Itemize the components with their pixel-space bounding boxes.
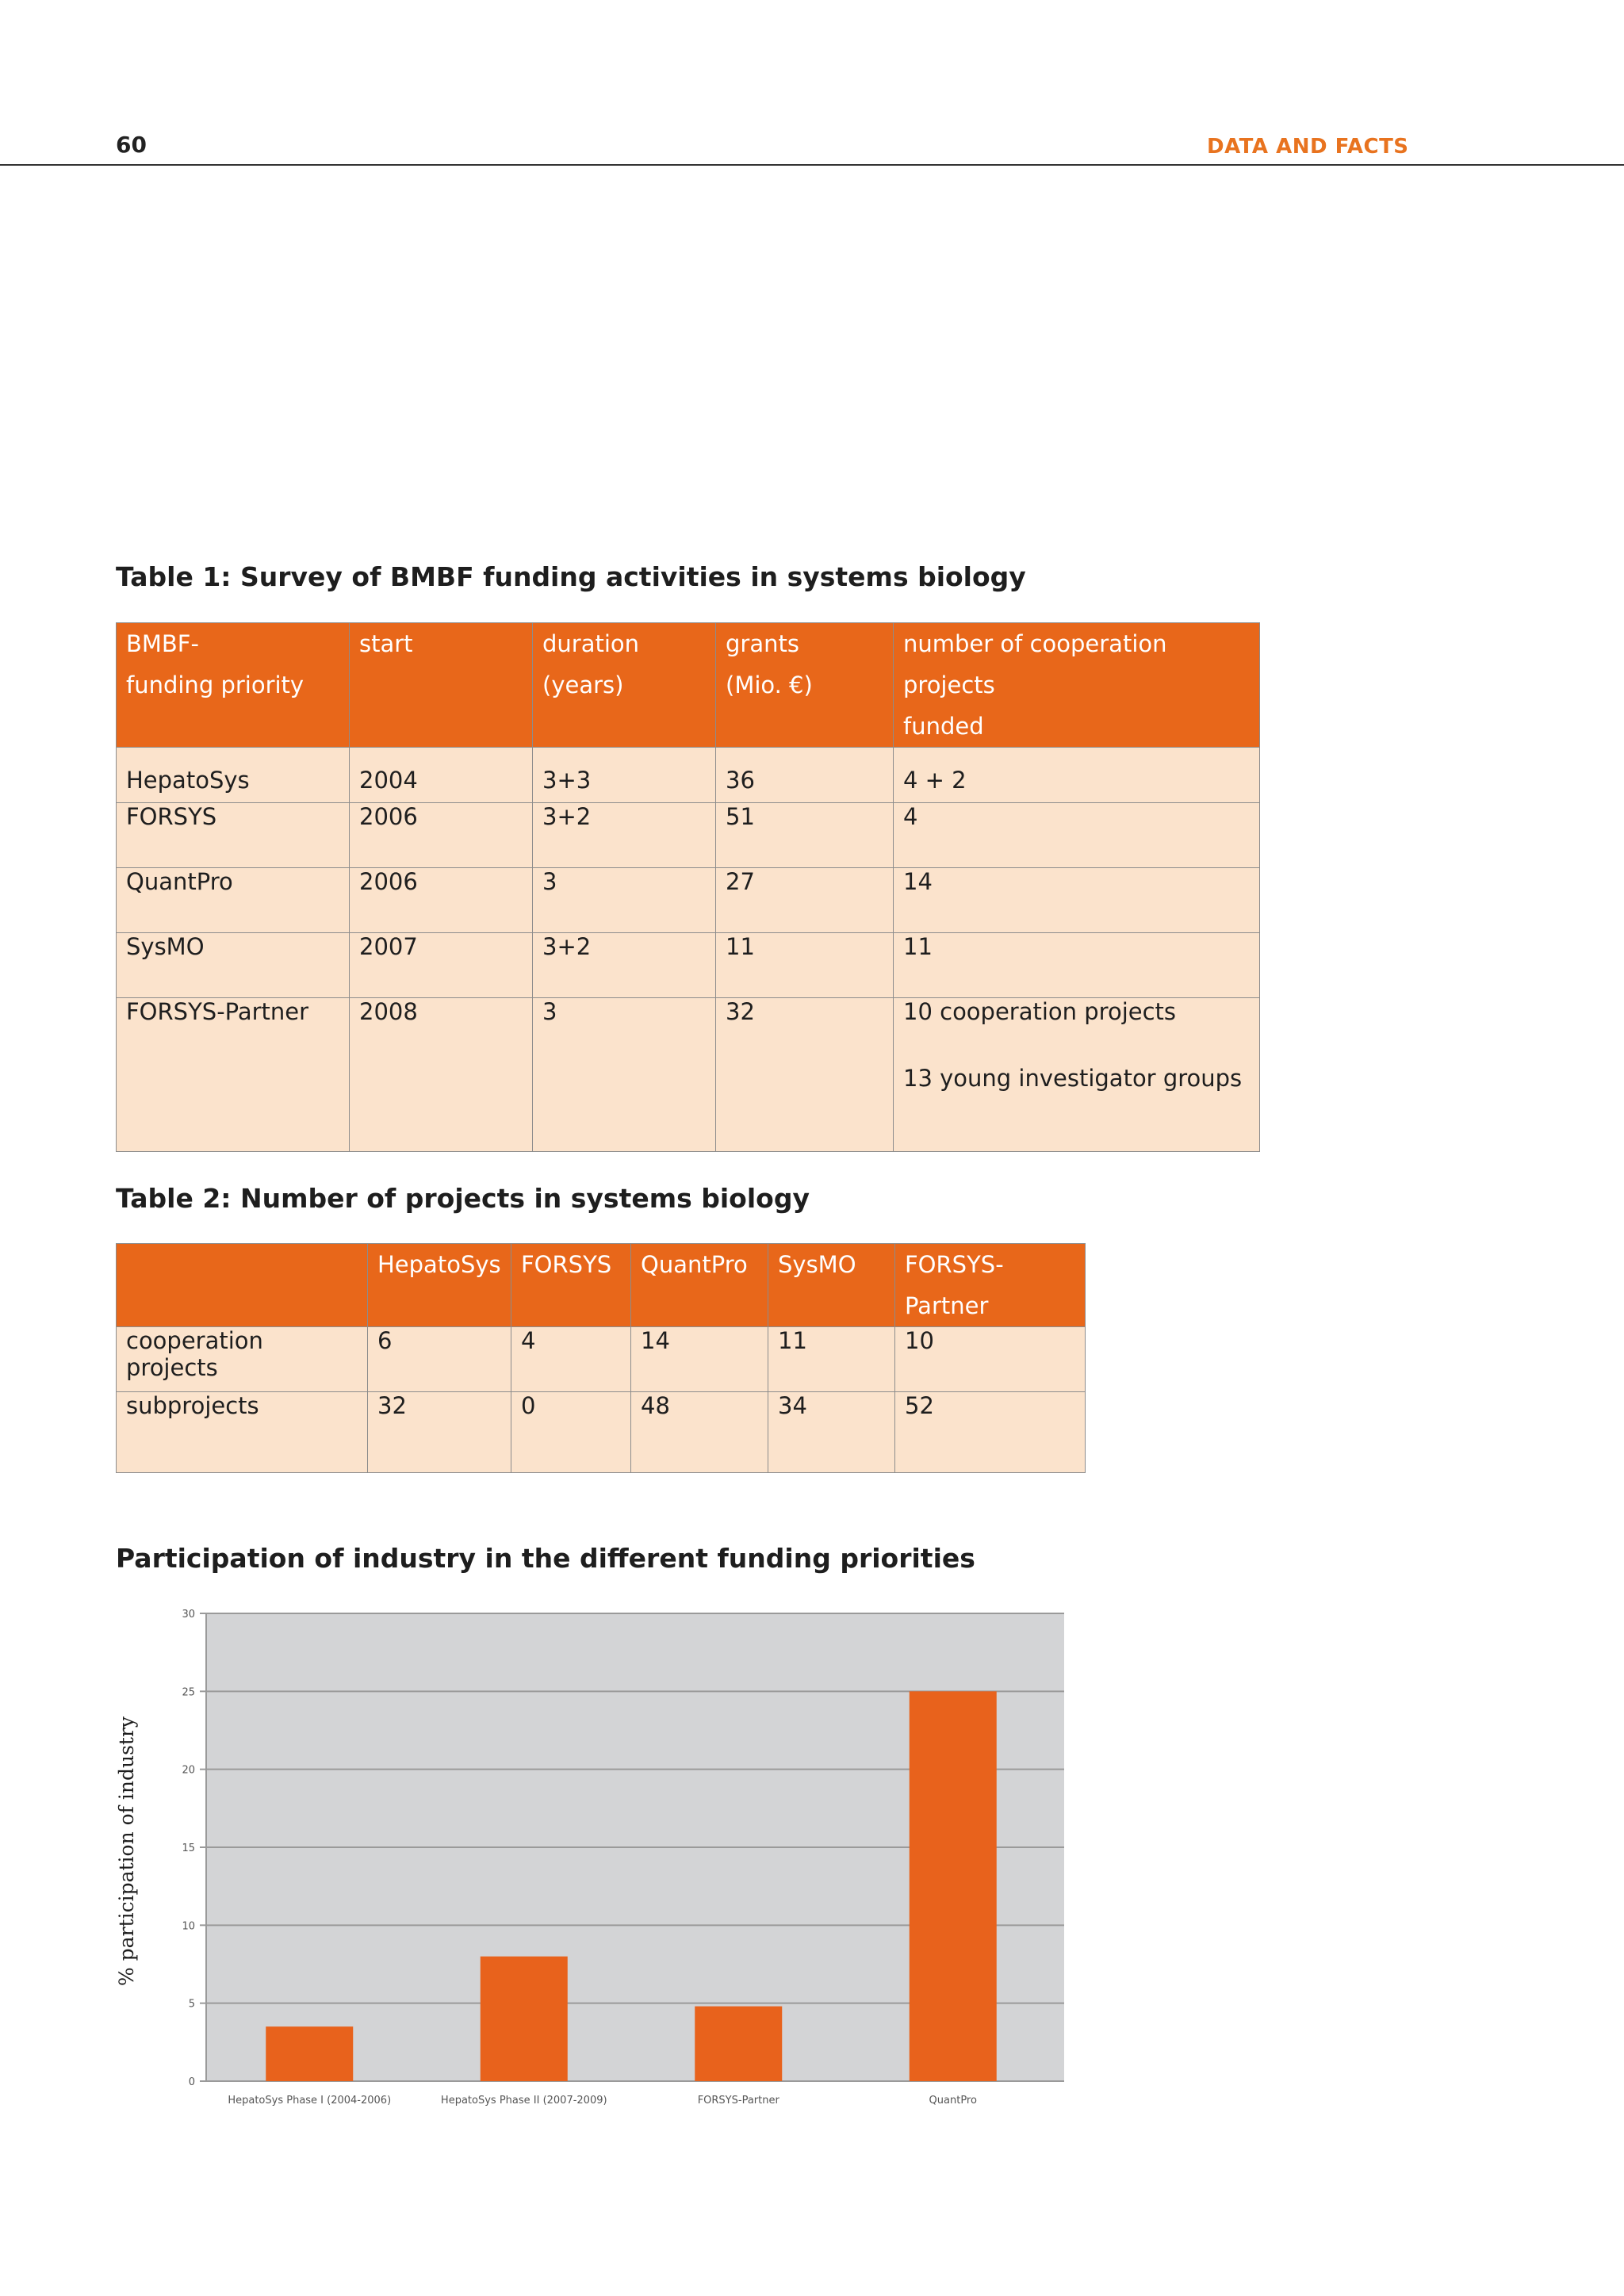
table2-header-cell: SysMO: [768, 1244, 895, 1327]
cell-line: 13 young investigator groups: [903, 1065, 1243, 1092]
x-tick-label: FORSYS-Partner: [697, 2095, 779, 2107]
y-tick-label: 30: [182, 1609, 195, 1621]
y-axis-label: % participation of industry: [115, 1716, 138, 1987]
table-cell: 2006: [350, 868, 533, 933]
bar: [266, 2026, 353, 2081]
y-tick-label: 15: [182, 1843, 195, 1854]
x-tick-label: HepatoSys Phase II (2007-2009): [440, 2095, 607, 2107]
bar: [695, 2007, 782, 2081]
table-cell: 34: [768, 1392, 895, 1473]
table-cell: 2006: [350, 803, 533, 868]
table2-header-cell: FORSYS-Partner: [895, 1244, 1086, 1327]
table1-header-cell: grants (Mio. €): [716, 623, 894, 748]
table1-caption: Table 1: Survey of BMBF funding activities in systems biology: [116, 561, 1026, 592]
header-rule: [0, 164, 1624, 166]
table-cell: [894, 998, 1260, 1152]
table-cell: 11: [716, 933, 894, 998]
table1-header-cell: number of cooperation projects funded: [894, 623, 1260, 748]
table-cell: 2004: [350, 748, 533, 803]
y-tick-label: 5: [188, 1998, 195, 2011]
table-cell: FORSYS-Partner: [117, 998, 350, 1152]
table2: [116, 1243, 1086, 1473]
chart-caption: Participation of industry in the different funding priorities: [116, 1543, 975, 1574]
y-tick-label: 0: [188, 2076, 195, 2088]
x-tick-label: HepatoSys Phase I (2004-2006): [228, 2095, 392, 2107]
table-cell: FORSYS: [117, 803, 350, 868]
table-cell: 3+2: [533, 803, 716, 868]
table-row: [117, 868, 1260, 933]
table-cell: 3: [533, 998, 716, 1152]
table-cell: subprojects: [117, 1392, 368, 1473]
table-cell: 14: [894, 868, 1260, 933]
table-cell: 4 + 2: [894, 748, 1260, 803]
table-row: [117, 1392, 1086, 1473]
table2-header-cell: [117, 1244, 368, 1327]
table-cell: 3: [533, 868, 716, 933]
bar: [910, 1691, 997, 2081]
table-cell: 4: [894, 803, 1260, 868]
bar: [481, 1957, 568, 2081]
table-row: [117, 803, 1260, 868]
table-cell: 2008: [350, 998, 533, 1152]
table-row: [117, 933, 1260, 998]
section-label: DATA AND FACTS: [1207, 135, 1409, 159]
table-cell: 10: [895, 1327, 1086, 1392]
table-row: [117, 748, 1260, 803]
table-cell: 32: [368, 1392, 511, 1473]
table2-header-row: [117, 1244, 1086, 1327]
table-cell: 11: [768, 1327, 895, 1392]
y-tick-label: 20: [182, 1764, 195, 1777]
page-number: 60: [116, 132, 147, 158]
table-cell: 6: [368, 1327, 511, 1392]
x-tick-label: QuantPro: [929, 2095, 977, 2107]
table-cell: 0: [511, 1392, 631, 1473]
table-row: [117, 998, 1260, 1152]
table-cell: QuantPro: [117, 868, 350, 933]
table1: [116, 622, 1260, 1152]
table-cell: 3+3: [533, 748, 716, 803]
table1-header-row: [117, 623, 1260, 748]
table1-header-cell: BMBF- funding priority: [117, 623, 350, 748]
table1-header-cell: start: [350, 623, 533, 748]
table-cell: 11: [894, 933, 1260, 998]
table2-header-cell: QuantPro: [631, 1244, 768, 1327]
table-cell: 3+2: [533, 933, 716, 998]
table2-header-cell: FORSYS: [511, 1244, 631, 1327]
table-cell: 2007: [350, 933, 533, 998]
industry-participation-chart: [111, 1594, 1094, 2133]
table-row: [117, 1327, 1086, 1392]
table-cell: 48: [631, 1392, 768, 1473]
table-cell: cooperation projects: [117, 1327, 368, 1392]
table-cell: SysMO: [117, 933, 350, 998]
cell-line: 10 cooperation projects: [903, 998, 1177, 1025]
y-tick-label: 25: [182, 1686, 195, 1699]
y-tick-label: 10: [182, 1920, 195, 1933]
table1-header-cell: duration (years): [533, 623, 716, 748]
table-cell: 4: [511, 1327, 631, 1392]
table-cell: 36: [716, 748, 894, 803]
table-cell: 51: [716, 803, 894, 868]
table2-caption: Table 2: Number of projects in systems biology: [116, 1183, 810, 1214]
table-cell: 27: [716, 868, 894, 933]
table-cell: HepatoSys: [117, 748, 350, 803]
table-cell: 32: [716, 998, 894, 1152]
chart-canvas: [111, 1594, 1094, 2133]
table-cell: 52: [895, 1392, 1086, 1473]
table2-header-cell: HepatoSys: [368, 1244, 511, 1327]
table-cell: 14: [631, 1327, 768, 1392]
